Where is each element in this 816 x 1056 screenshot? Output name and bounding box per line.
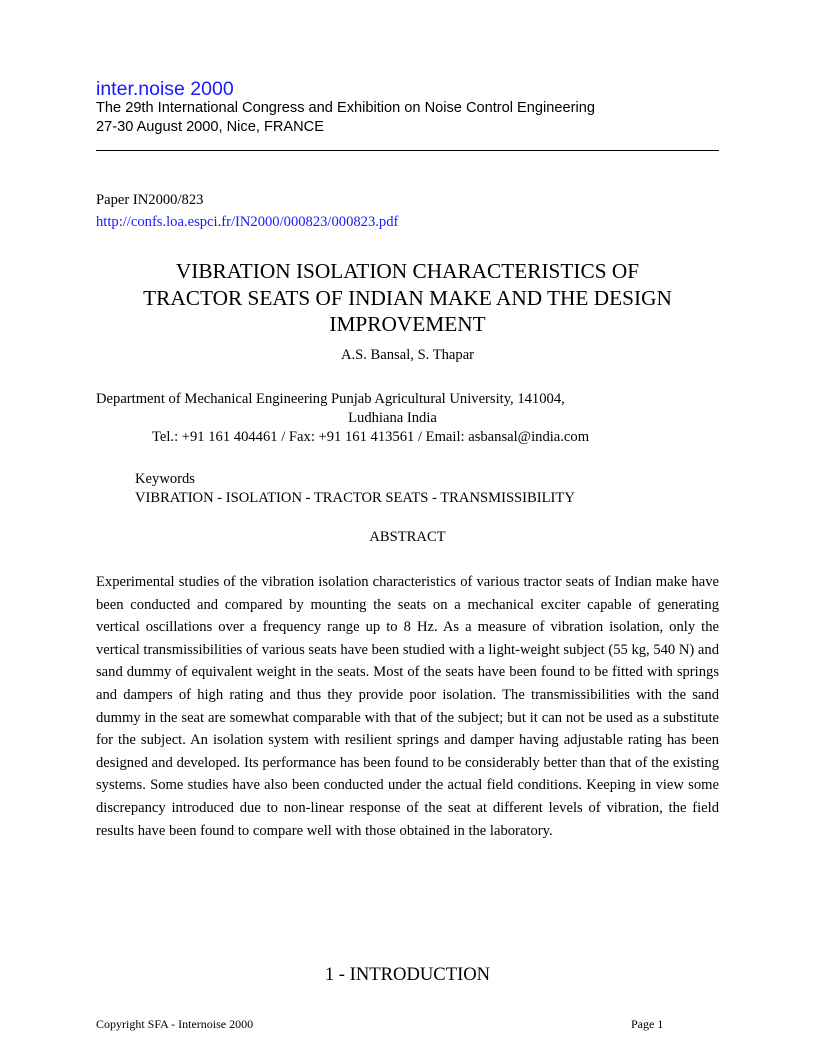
title-line: IMPROVEMENT [329, 312, 486, 336]
title-line: TRACTOR SEATS OF INDIAN MAKE AND THE DESIGN [143, 285, 672, 310]
keywords-label: Keywords [135, 471, 195, 487]
section-heading-introduction: 1 - INTRODUCTION [324, 964, 491, 985]
conference-name: inter.noise 2000 [96, 78, 234, 100]
paper-url-link[interactable]: http://confs.loa.espci.fr/IN2000/000823/000823.pdf [96, 214, 399, 230]
title-line: VIBRATION ISOLATION CHARACTERISTICS OF [175, 259, 640, 283]
abstract-heading: ABSTRACT [369, 529, 446, 545]
paper-id: Paper IN2000/823 [96, 192, 204, 208]
affiliation-department: Department of Mechanical Engineering Punjab Agricultural University, 141004, [96, 391, 565, 407]
conference-full-title: The 29th International Congress and Exhibition on Noise Control Engineering [96, 100, 595, 116]
conference-dates-location: 27-30 August 2000, Nice, FRANCE [96, 119, 324, 135]
footer-page-number: Page 1 [631, 1017, 664, 1031]
authors: A.S. Bansal, S. Thapar [340, 347, 475, 363]
footer-copyright: Copyright SFA - Internoise 2000 [96, 1017, 254, 1031]
paper-title [96, 258, 719, 338]
header-divider [96, 150, 719, 151]
affiliation-contact: Tel.: +91 161 404461 / Fax: +91 161 413561 / Email: asbansal@india.com [152, 429, 590, 445]
affiliation [96, 390, 719, 447]
affiliation-city: Ludhiana India [348, 410, 437, 426]
keywords-list: VIBRATION - ISOLATION - TRACTOR SEATS - TRANSMISSIBILITY [135, 490, 575, 506]
abstract-body: Experimental studies of the vibration isolation characteristics of various tractor seats of Indian make have been conducted and compared by mounting the seats on a mechanical exciter capable of generating vertical oscillations over a frequency range up to 8 Hz. As a measure of vibration isolation, only the vertical transmissibilities of various seats have been studied with a light-weight subject (55 kg, 540 N) and sand dummy of equivalent weight in the seats. Most of the seats have been found to be fitted with springs and dampers of high rating and thus they provide poor isolation. The transmissibilities with the sand dummy in the seat are somewhat comparable with that of the subject; but it can not be used as a substitute for the subject. An isolation system with resilient springs and damper having adjustable rating has been designed and developed. Its performance has been found to be considerably better than that of the existing systems. Some studies have also been conducted under the actual field conditions. Keeping in view some discrepancy introduced due to non-linear response of the seat at different levels of vibration, the field results have been found to compare well with those obtained in the laboratory. [96, 574, 719, 839]
